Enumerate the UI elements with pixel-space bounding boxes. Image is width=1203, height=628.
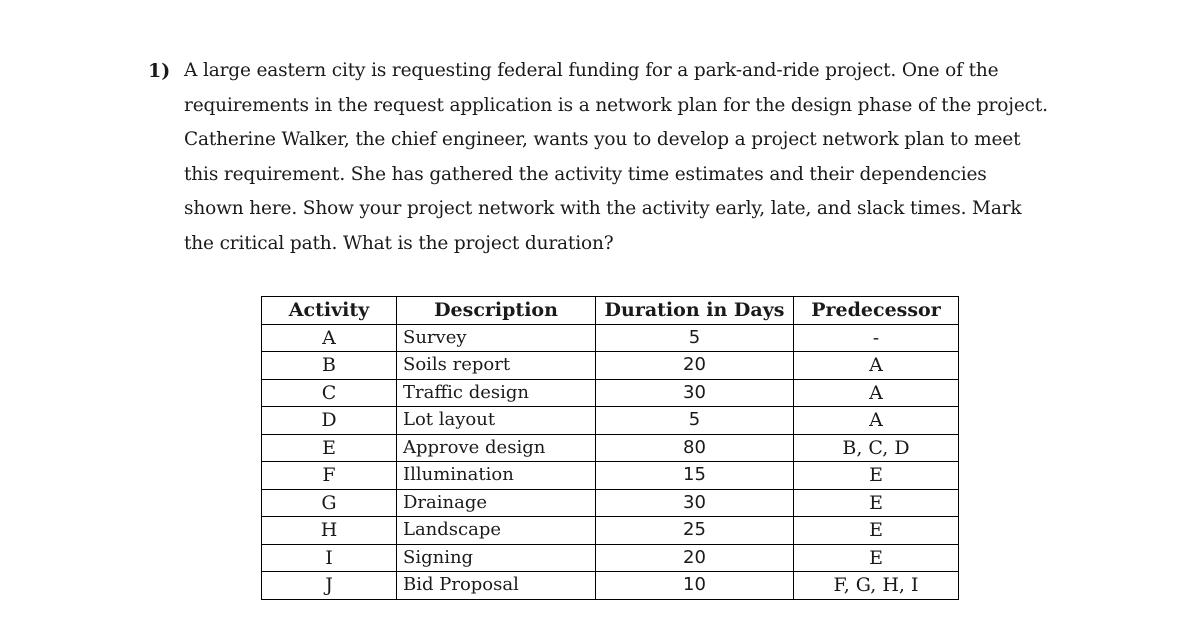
table-row: [262, 379, 959, 407]
cell-activity: C: [262, 379, 397, 407]
table-row: [262, 462, 959, 490]
cell-duration: 30: [596, 489, 794, 517]
table-row: [262, 324, 959, 352]
question-line: this requirement. She has gathered the activity time estimates and their dependencies: [184, 163, 987, 185]
cell-activity: F: [262, 462, 397, 490]
cell-description: Traffic design: [397, 379, 596, 407]
cell-activity: B: [262, 352, 397, 380]
cell-activity: G: [262, 489, 397, 517]
question-line: Catherine Walker, the chief engineer, wants you to develop a project network plan to meet: [184, 129, 1021, 150]
cell-predecessor: E: [794, 489, 959, 517]
cell-predecessor: E: [794, 462, 959, 490]
question-line: the critical path. What is the project duration?: [184, 232, 614, 254]
cell-predecessor: E: [794, 517, 959, 545]
cell-activity: D: [262, 407, 397, 435]
cell-activity: E: [262, 434, 397, 462]
cell-duration: 20: [596, 352, 794, 380]
question-line: requirements in the request application is a network plan for the design phase of the project.: [184, 94, 1048, 116]
cell-predecessor: F, G, H, I: [794, 572, 959, 600]
cell-predecessor: A: [794, 352, 959, 380]
cell-duration: 5: [596, 407, 794, 435]
question-line: shown here. Show your project network with the activity early, late, and slack times. Mark: [184, 198, 1022, 219]
cell-duration: 80: [596, 434, 794, 462]
cell-predecessor: A: [794, 407, 959, 435]
cell-activity: I: [262, 544, 397, 572]
cell-duration: 25: [596, 517, 794, 545]
header-activity: Activity: [262, 297, 397, 325]
cell-description: Signing: [397, 544, 596, 572]
cell-description: Bid Proposal: [397, 572, 596, 600]
table-row: [262, 517, 959, 545]
cell-duration: 15: [596, 462, 794, 490]
table-row: [262, 489, 959, 517]
table-row: [262, 407, 959, 435]
cell-activity: J: [262, 572, 397, 600]
cell-activity: A: [262, 324, 397, 352]
header-duration: Duration in Days: [596, 297, 794, 325]
cell-duration: 30: [596, 379, 794, 407]
cell-description: Drainage: [397, 489, 596, 517]
question-line: A large eastern city is requesting federal funding for a park-and-ride project. One of the: [184, 60, 999, 81]
cell-description: Landscape: [397, 517, 596, 545]
table-row: [262, 352, 959, 380]
table-header-row: [262, 297, 959, 325]
table-body: [262, 324, 959, 599]
question-number: 1): [148, 60, 171, 82]
cell-description: Survey: [397, 324, 596, 352]
cell-predecessor: E: [794, 544, 959, 572]
cell-duration: 10: [596, 572, 794, 600]
header-description: Description: [397, 297, 596, 325]
cell-predecessor: -: [794, 324, 959, 352]
table-row: [262, 572, 959, 600]
question-block: [148, 54, 1148, 261]
table-row: [262, 544, 959, 572]
cell-description: Soils report: [397, 352, 596, 380]
cell-predecessor: A: [794, 379, 959, 407]
cell-predecessor: B, C, D: [794, 434, 959, 462]
cell-duration: 5: [596, 324, 794, 352]
question-text: [184, 54, 1148, 261]
cell-activity: H: [262, 517, 397, 545]
cell-description: Lot layout: [397, 407, 596, 435]
table-row: [262, 434, 959, 462]
cell-description: Illumination: [397, 462, 596, 490]
cell-description: Approve design: [397, 434, 596, 462]
activity-table: [261, 296, 959, 600]
header-predecessor: Predecessor: [794, 297, 959, 325]
cell-duration: 20: [596, 544, 794, 572]
